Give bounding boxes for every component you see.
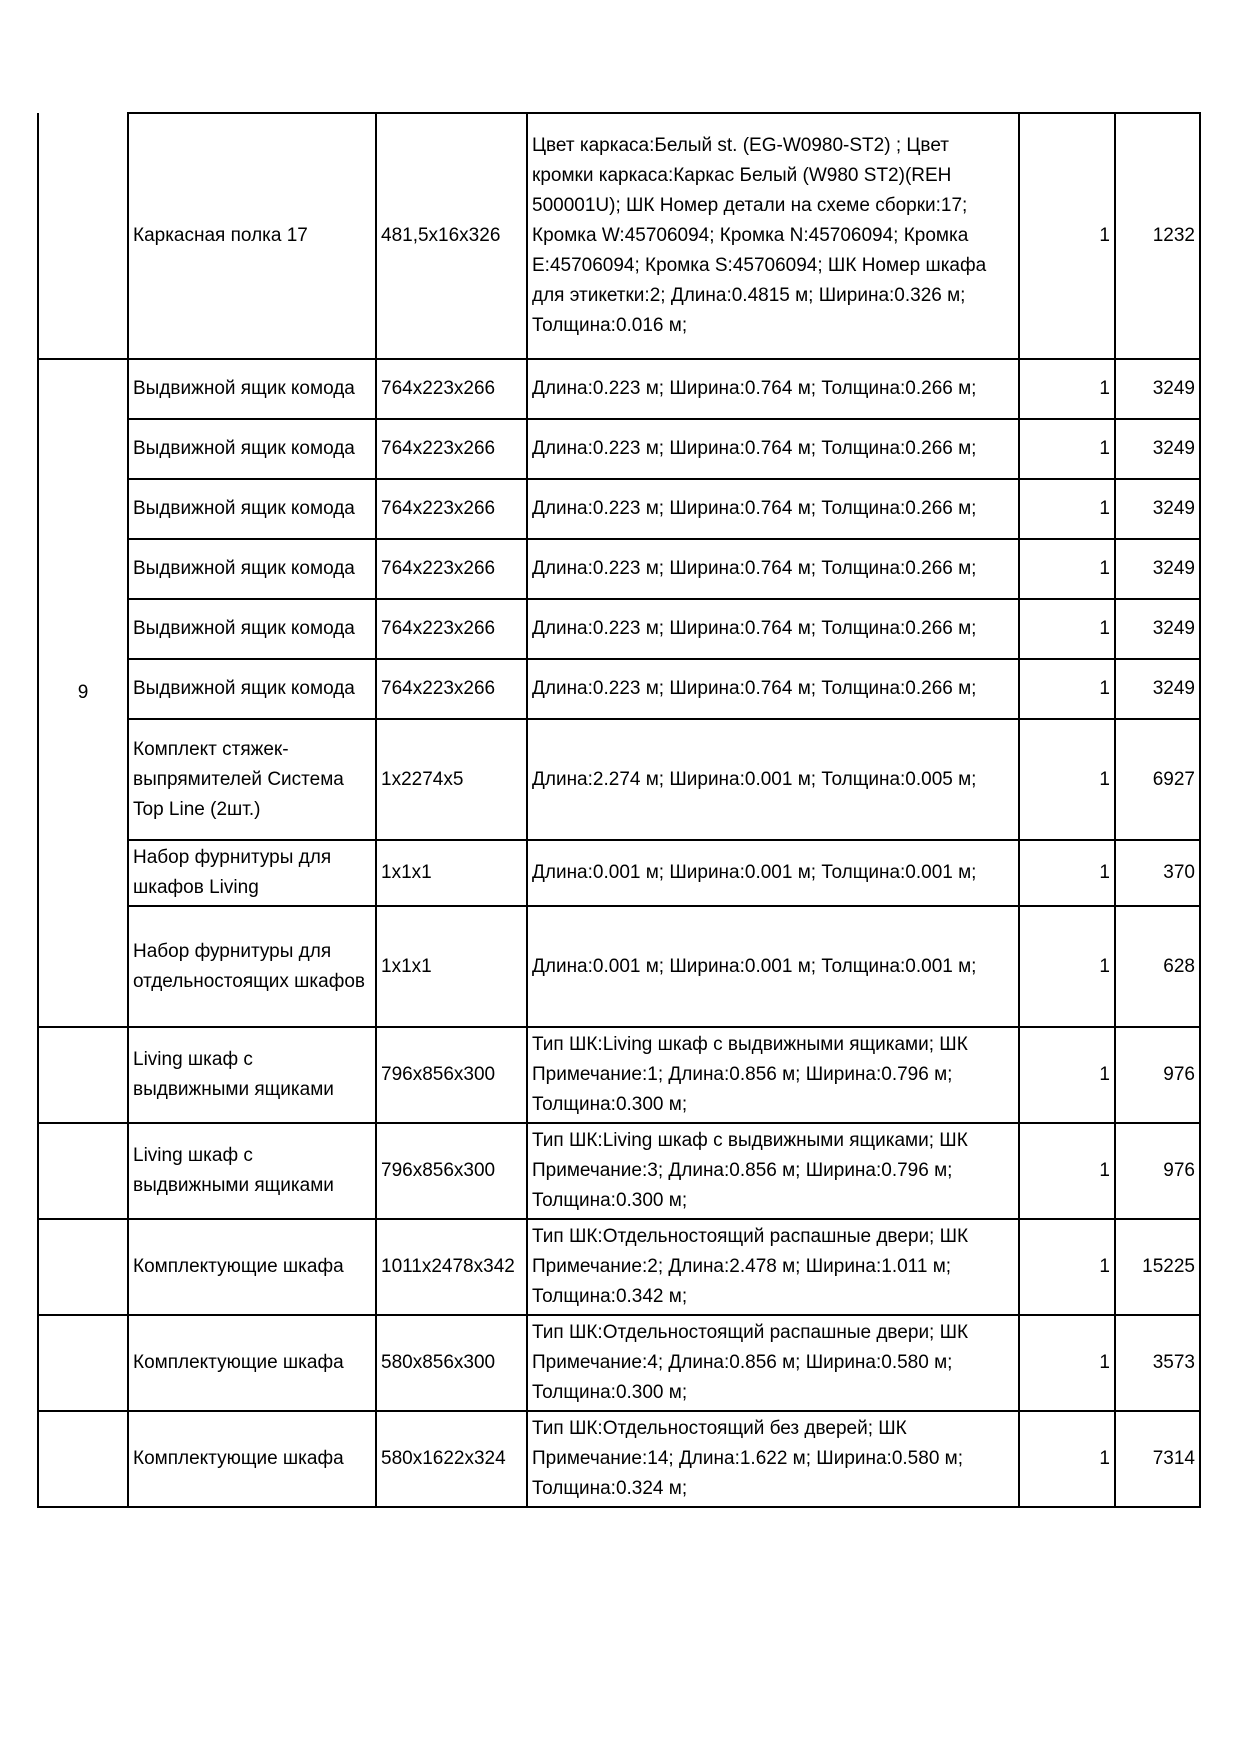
document-page	[37, 112, 1199, 1508]
item-name-cell: Выдвижной ящик комода	[128, 479, 376, 539]
item-quantity-cell: 1	[1019, 479, 1115, 539]
item-quantity-cell: 1	[1019, 419, 1115, 479]
item-name-cell: Выдвижной ящик комода	[128, 599, 376, 659]
group-number-cell: 9	[38, 359, 128, 1027]
item-quantity-cell: 1	[1019, 659, 1115, 719]
item-price-cell: 6927	[1115, 719, 1200, 840]
table-row	[38, 1219, 1200, 1315]
item-quantity-cell: 1	[1019, 1315, 1115, 1411]
item-quantity-cell: 1	[1019, 719, 1115, 840]
row-number-cell	[38, 1219, 128, 1315]
item-name-cell: Living шкаф с выдвижными ящиками	[128, 1123, 376, 1219]
item-description-cell: Длина:0.223 м; Ширина:0.764 м; Толщина:0.266 м;	[527, 599, 1019, 659]
item-price-cell: 15225	[1115, 1219, 1200, 1315]
row-number-cell	[38, 1411, 128, 1507]
item-description-cell: Цвет каркаса:Белый st. (EG-W0980-ST2) ; Цвет кромки каркаса:Каркас Белый (W980 ST2)(REH 500001U); ШК Номер детали на схеме сборки:17; Кромка W:45706094; Кромка N:45706094; Кромка E:45706094; Кромка S:45706094; ШК Номер шкафа для этикетки:2; Длина:0.4815 м; Ширина:0.326 м; Толщина:0.016 м;	[527, 113, 1019, 359]
item-price-cell: 3249	[1115, 539, 1200, 599]
item-quantity-cell: 1	[1019, 906, 1115, 1027]
table-row	[38, 659, 1200, 719]
table-row	[38, 1411, 1200, 1507]
table-row	[38, 539, 1200, 599]
item-description-cell: Длина:0.223 м; Ширина:0.764 м; Толщина:0.266 м;	[527, 479, 1019, 539]
item-quantity-cell: 1	[1019, 1411, 1115, 1507]
item-name-cell: Выдвижной ящик комода	[128, 659, 376, 719]
item-size-cell: 764x223x266	[376, 419, 527, 479]
item-description-cell: Тип ШК:Отдельностоящий распашные двери; ШК Примечание:2; Длина:2.478 м; Ширина:1.011 м; Толщина:0.342 м;	[527, 1219, 1019, 1315]
table-row	[38, 1123, 1200, 1219]
row-number-cell	[38, 113, 128, 359]
item-price-cell: 976	[1115, 1027, 1200, 1123]
item-name-cell: Набор фурнитуры для отдельностоящих шкафов	[128, 906, 376, 1027]
item-description-cell: Тип ШК:Living шкаф с выдвижными ящиками; ШК Примечание:1; Длина:0.856 м; Ширина:0.796 м; Толщина:0.300 м;	[527, 1027, 1019, 1123]
item-description-cell: Длина:0.223 м; Ширина:0.764 м; Толщина:0.266 м;	[527, 539, 1019, 599]
item-size-cell: 1x1x1	[376, 840, 527, 906]
item-size-cell: 481,5x16x326	[376, 113, 527, 359]
item-name-cell: Каркасная полка 17	[128, 113, 376, 359]
item-description-cell: Тип ШК:Living шкаф с выдвижными ящиками; ШК Примечание:3; Длина:0.856 м; Ширина:0.796 м; Толщина:0.300 м;	[527, 1123, 1019, 1219]
item-description-cell: Тип ШК:Отдельностоящий без дверей; ШК Примечание:14; Длина:1.622 м; Ширина:0.580 м; Толщина:0.324 м;	[527, 1411, 1019, 1507]
table-row	[38, 840, 1200, 906]
item-size-cell: 1x1x1	[376, 906, 527, 1027]
item-quantity-cell: 1	[1019, 359, 1115, 419]
item-description-cell: Длина:0.001 м; Ширина:0.001 м; Толщина:0.001 м;	[527, 906, 1019, 1027]
item-price-cell: 628	[1115, 906, 1200, 1027]
item-size-cell: 796x856x300	[376, 1123, 527, 1219]
item-name-cell: Living шкаф с выдвижными ящиками	[128, 1027, 376, 1123]
item-price-cell: 3249	[1115, 419, 1200, 479]
item-quantity-cell: 1	[1019, 1219, 1115, 1315]
item-price-cell: 3573	[1115, 1315, 1200, 1411]
item-size-cell: 764x223x266	[376, 479, 527, 539]
row-number-cell	[38, 1027, 128, 1123]
table-row	[38, 1315, 1200, 1411]
item-size-cell: 580x1622x324	[376, 1411, 527, 1507]
table-row	[38, 479, 1200, 539]
item-size-cell: 580x856x300	[376, 1315, 527, 1411]
item-name-cell: Комплектующие шкафа	[128, 1315, 376, 1411]
item-size-cell: 764x223x266	[376, 599, 527, 659]
item-price-cell: 3249	[1115, 659, 1200, 719]
specification-table	[37, 112, 1201, 1508]
item-quantity-cell: 1	[1019, 1027, 1115, 1123]
item-quantity-cell: 1	[1019, 599, 1115, 659]
item-name-cell: Выдвижной ящик комода	[128, 359, 376, 419]
item-name-cell: Выдвижной ящик комода	[128, 419, 376, 479]
item-price-cell: 3249	[1115, 599, 1200, 659]
item-name-cell: Комплектующие шкафа	[128, 1219, 376, 1315]
item-size-cell: 764x223x266	[376, 539, 527, 599]
item-description-cell: Длина:2.274 м; Ширина:0.001 м; Толщина:0.005 м;	[527, 719, 1019, 840]
item-name-cell: Комплектующие шкафа	[128, 1411, 376, 1507]
item-price-cell: 3249	[1115, 479, 1200, 539]
item-size-cell: 796x856x300	[376, 1027, 527, 1123]
item-price-cell: 976	[1115, 1123, 1200, 1219]
item-size-cell: 1x2274x5	[376, 719, 527, 840]
item-price-cell: 3249	[1115, 359, 1200, 419]
table-row	[38, 1027, 1200, 1123]
item-quantity-cell: 1	[1019, 1123, 1115, 1219]
table-row	[38, 719, 1200, 840]
table-row	[38, 359, 1200, 419]
item-description-cell: Длина:0.223 м; Ширина:0.764 м; Толщина:0.266 м;	[527, 419, 1019, 479]
item-name-cell: Выдвижной ящик комода	[128, 539, 376, 599]
item-description-cell: Длина:0.223 м; Ширина:0.764 м; Толщина:0.266 м;	[527, 359, 1019, 419]
table-row	[38, 906, 1200, 1027]
table-row	[38, 419, 1200, 479]
item-description-cell: Длина:0.001 м; Ширина:0.001 м; Толщина:0.001 м;	[527, 840, 1019, 906]
item-quantity-cell: 1	[1019, 539, 1115, 599]
item-name-cell: Комплект стяжек-выпрямителей Система Top Line (2шт.)	[128, 719, 376, 840]
row-number-cell	[38, 1123, 128, 1219]
item-description-cell: Длина:0.223 м; Ширина:0.764 м; Толщина:0.266 м;	[527, 659, 1019, 719]
item-price-cell: 7314	[1115, 1411, 1200, 1507]
table-row	[38, 599, 1200, 659]
item-price-cell: 1232	[1115, 113, 1200, 359]
item-name-cell: Набор фурнитуры для шкафов Living	[128, 840, 376, 906]
item-size-cell: 764x223x266	[376, 359, 527, 419]
item-quantity-cell: 1	[1019, 840, 1115, 906]
item-quantity-cell: 1	[1019, 113, 1115, 359]
item-price-cell: 370	[1115, 840, 1200, 906]
item-size-cell: 764x223x266	[376, 659, 527, 719]
item-size-cell: 1011x2478x342	[376, 1219, 527, 1315]
table-row	[38, 113, 1200, 359]
row-number-cell	[38, 1315, 128, 1411]
item-description-cell: Тип ШК:Отдельностоящий распашные двери; ШК Примечание:4; Длина:0.856 м; Ширина:0.580 м; Толщина:0.300 м;	[527, 1315, 1019, 1411]
